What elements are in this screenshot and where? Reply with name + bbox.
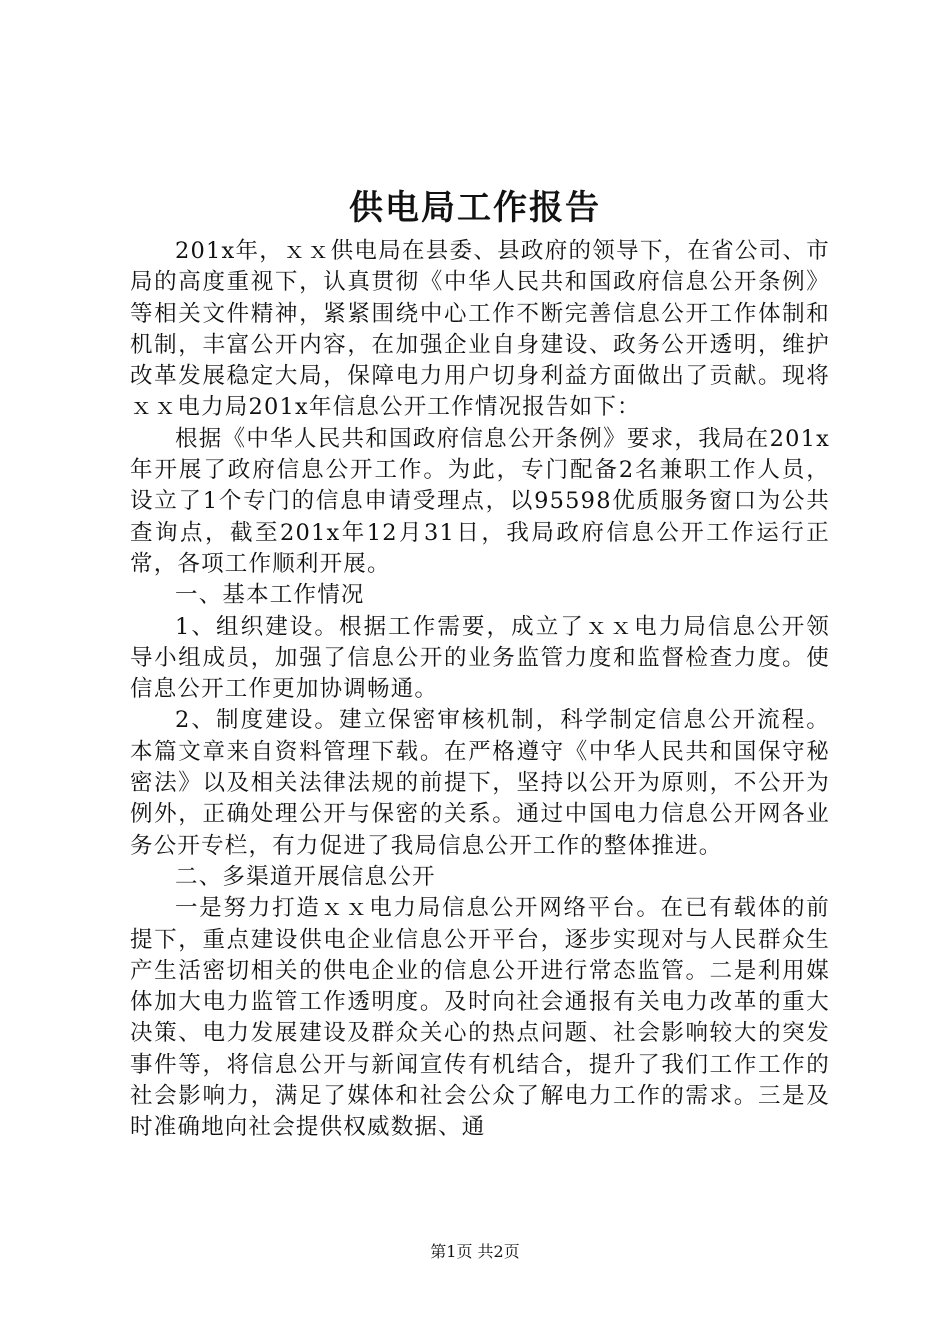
paragraph-channels: 一是努力打造ｘｘ电力局信息公开网络平台。在已有载体的前提下，重点建设供电企业信息公开平台，逐步实现对与人民群众生产生活密切相关的供电企业的信息公开进行常态监管。二是利用媒体加大电力监管工作透明度。及时向社会通报有关电力改革的重大决策、电力发展建设及群众关心的热点问题、社会影响较大的突发事件等，将信息公开与新闻宣传有机结合，提升了我们工作工作的社会影响力，满足了媒体和社会公众了解电力工作的需求。三是及时准确地向社会提供权威数据、通 — [130, 895, 830, 1141]
document-title: 供电局工作报告 — [349, 188, 601, 228]
document-body — [130, 236, 830, 1144]
paragraph-intro: 201x年，ｘｘ供电局在县委、县政府的领导下，在省公司、市局的高度重视下，认真贯彻《中华人民共和国政府信息公开条例》等相关文件精神，紧紧围绕中心工作不断完善信息公开工作体制和机制，丰富公开内容，在加强企业自身建设、政务公开透明，维护改革发展稳定大局，保障电力用户切身利益方面做出了贡献。现将ｘｘ电力局201x年信息公开工作情况报告如下： — [130, 238, 830, 421]
paragraph-system: 2、制度建设。建立保密审核机制，科学制定信息公开流程。本篇文章来自资料管理下载。在严格遵守《中华人民共和国保守秘密法》以及相关法律法规的前提下，坚持以公开为原则，不公开为例外，正确处理公开与保密的关系。通过中国电力信息公开网各业务公开专栏，有力促进了我局信息公开工作的整体推进。 — [130, 707, 830, 859]
paragraph-organization: 1、组织建设。根据工作需要，成立了ｘｘ电力局信息公开领导小组成员，加强了信息公开的业务监管力度和监督检查力度。使信息公开工作更加协调畅通。 — [130, 613, 830, 703]
page-footer: 第1页 共2页 — [430, 1242, 520, 1261]
paragraph-overview: 根据《中华人民共和国政府信息公开条例》要求，我局在201x年开展了政府信息公开工作。为此，专门配备2名兼职工作人员，设立了1个专门的信息申请受理点，以95598优质服务窗口为公共查询点，截至201x年12月31日，我局政府信息公开工作运行正常，各项工作顺利开展。 — [130, 425, 830, 577]
section-heading-channels: 二、多渠道开展信息公开 — [175, 863, 436, 890]
section-heading-basic-work: 一、基本工作情况 — [175, 582, 365, 609]
